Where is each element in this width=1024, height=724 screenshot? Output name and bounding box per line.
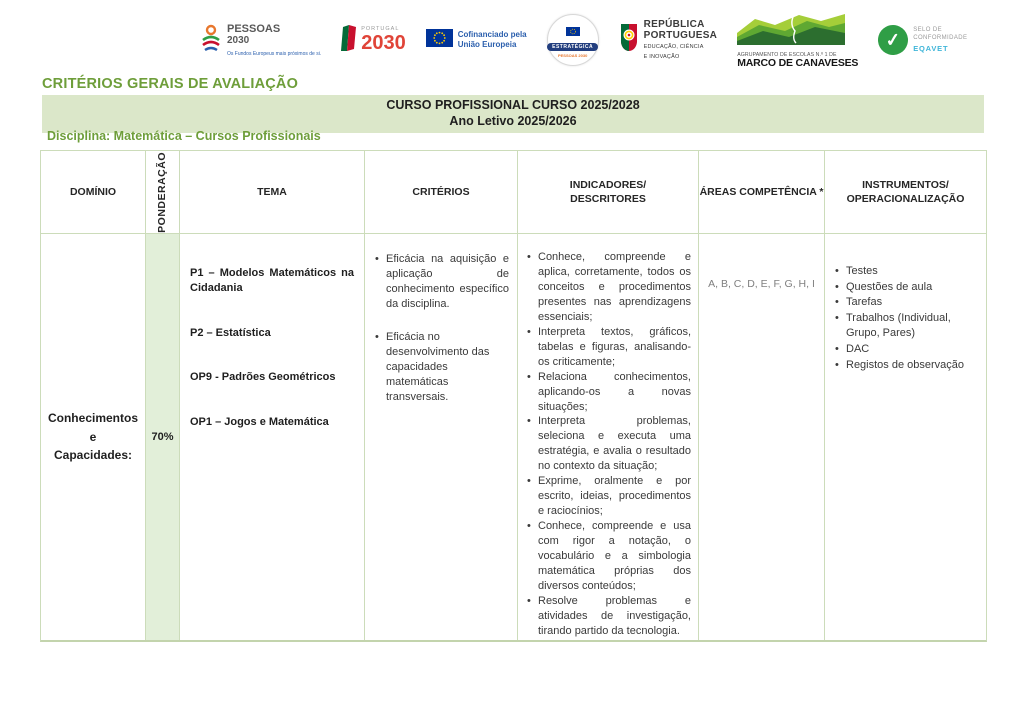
evaluation-criteria-table — [40, 150, 987, 642]
agrupamento-sub-label: AGRUPAMENTO DE ESCOLAS N.º 1 DE — [737, 51, 837, 58]
instrumento-item: • Trabalhos (Individual, Grupo, Pares) — [833, 311, 980, 342]
dominio-line: Capacidades: — [53, 448, 133, 463]
pessoas-tagline: Os Fundos Europeus mais próximos de si. — [227, 50, 322, 57]
cell-dominio — [41, 234, 145, 640]
republica-line2: PORTUGUESA — [643, 30, 718, 42]
portugal-year: 2030 — [361, 31, 406, 54]
pessoas-emblem-icon — [200, 24, 222, 57]
instrumento-item: • Questões de aula — [833, 280, 980, 296]
portuguese-shield-icon — [619, 23, 639, 58]
mountains-icon — [737, 11, 845, 50]
eqavet-line1: SELO DE — [913, 27, 943, 34]
header-tema: TEMA — [180, 151, 364, 233]
instrumento-item: • Registos de observação — [833, 358, 980, 374]
indicador-item: • Resolve problemas e atividades de investigação, tirando partido da tecnologia. — [525, 594, 691, 639]
instrumentos-list — [825, 234, 986, 373]
criterios-list — [365, 234, 517, 405]
course-banner — [42, 95, 984, 133]
indicador-item: • Conhece, compreende e aplica, corretamente, todos os conceitos e procedimentos presentes nas aprendizagens essenciais; — [525, 250, 691, 325]
eu-flag-icon — [426, 29, 453, 52]
header-dominio: DOMÍNIO — [41, 151, 145, 233]
agrupamento-name: MARCO DE CANAVESES — [737, 57, 859, 70]
banner-year-line: Ano Letivo 2025/2026 — [449, 113, 577, 128]
portugal-label: PORTUGAL — [361, 26, 400, 33]
eu-cofinance-line2: União Europeia — [457, 40, 517, 49]
indicador-item: • Exprime, oralmente e por escrito, ideias, procedimentos e raciocínios; — [525, 474, 691, 519]
cell-instrumentos — [825, 234, 986, 640]
tema-item: P2 – Estatística — [190, 326, 271, 339]
eqavet-line2: CONFORMIDADE — [913, 35, 968, 41]
republica-portuguesa-logo — [619, 19, 718, 61]
portugal-flag-icon — [341, 25, 356, 56]
republica-sub2: E INOVAÇÃO — [643, 54, 680, 60]
indicador-item: • Conhece, compreende e usa com rigor a notação, o vocabulário e a simbologia matemática próprias dos diversos conteúdos; — [525, 519, 691, 594]
logo-bar — [200, 10, 967, 70]
instrumento-item: • Testes — [833, 264, 980, 280]
criterio-item: • Eficácia no desenvolvimento das capacidades matemáticas transversais. — [373, 330, 509, 405]
header-instrumentos: INSTRUMENTOS/ OPERACIONALIZAÇÃO — [825, 151, 986, 233]
indicador-item: • Interpreta textos, gráficos, tabelas e figuras, analisando-os criticamente; — [525, 325, 691, 370]
areas-competencia-value: A, B, C, D, E, F, G, H, I — [708, 278, 815, 290]
badge-sub-label: PESSOAS 2030 — [557, 52, 588, 58]
portugal-2030-logo — [341, 25, 406, 56]
republica-line1: REPÚBLICA — [643, 19, 705, 31]
eqavet-brand: EQAVET — [913, 43, 949, 53]
dominio-line: Conhecimentos — [47, 411, 138, 426]
eu-cofinance-line1: Cofinanciado pela — [457, 30, 527, 39]
criterio-item: • Eficácia na aquisição e aplicação de conhecimento específico da disciplina. — [373, 252, 509, 312]
eqavet-seal-logo — [878, 25, 967, 55]
tema-item: P1 – Modelos Matemáticos na Cidadania — [190, 267, 354, 295]
pessoas-year: 2030 — [227, 34, 250, 46]
banner-course-line: CURSO PROFISSIONAL CURSO 2025/2028 — [386, 98, 640, 112]
indicador-item: • Relaciona conhecimentos, aplicando-os a novas situações; — [525, 370, 691, 415]
indicadores-list — [518, 234, 698, 639]
page-title: CRITÉRIOS GERAIS DE AVALIAÇÃO — [42, 76, 299, 92]
pessoas-label: PESSOAS — [227, 22, 281, 35]
discipline-subtitle: Disciplina: Matemática – Cursos Profissionais — [47, 129, 321, 143]
badge-eu-flag-icon — [566, 23, 580, 41]
pessoas-2030-logo — [200, 24, 321, 57]
cell-tema — [180, 234, 364, 640]
republica-sub1: EDUCAÇÃO, CIÊNCIA — [643, 44, 704, 51]
cell-areas-competencia — [699, 234, 824, 640]
eqavet-check-icon: ✓ — [877, 24, 910, 57]
dominio-line: e — [89, 429, 97, 444]
badge-label: ESTRATÉGICA — [547, 43, 598, 51]
estrategica-badge-icon — [547, 14, 599, 66]
header-ponderacao: PONDERAÇÃO — [146, 151, 179, 233]
cell-ponderacao — [146, 234, 179, 640]
ponderacao-value: 70% — [151, 431, 174, 443]
header-criterios: CRITÉRIOS — [365, 151, 517, 233]
agrupamento-marco-canaveses-logo — [737, 11, 858, 69]
instrumento-item: • DAC — [833, 342, 980, 358]
header-indicadores: INDICADORES/ DESCRITORES — [518, 151, 698, 233]
header-areas-competencia: ÁREAS COMPETÊNCIA * — [699, 151, 824, 233]
cell-criterios — [365, 234, 517, 640]
indicador-item: • Interpreta problemas, seleciona e executa uma estratégia, e avalia o resultado no contexto da situação; — [525, 414, 691, 474]
eu-cofinance-logo — [426, 29, 527, 52]
tema-list — [180, 234, 364, 430]
tema-item: OP1 – Jogos e Matemática — [190, 415, 329, 428]
instrumento-item: • Tarefas — [833, 295, 980, 311]
cell-indicadores — [518, 234, 698, 640]
tema-item: OP9 - Padrões Geométricos — [190, 371, 336, 384]
